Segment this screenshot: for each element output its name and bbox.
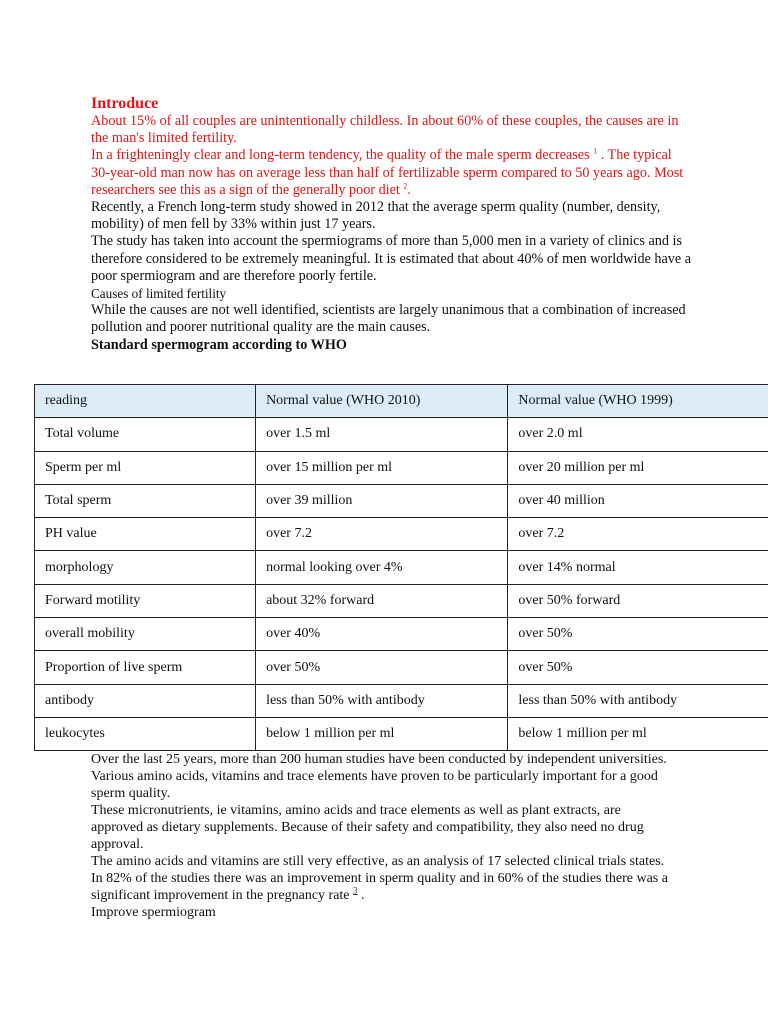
table-row [35,518,768,551]
section-heading: Introduce [91,95,159,112]
table-cell: over 14% normal [508,551,768,584]
table-cell: Sperm per ml [35,451,256,484]
table-row [35,717,768,750]
studies-paragraph-universities: Over the last 25 years, more than 200 human studies have been conducted by independent universities. Various amino acids, vitamins and trace elements have proven to be particularly important for a good sperm quality. [91,752,667,801]
table-cell: leukocytes [35,717,256,750]
table-cell: about 32% forward [256,584,508,617]
para-text: The amino acids and vitamins are still very effective, as an analysis of 17 selected clinical trials states. In 82% of the studies there was an improvement in sperm quality and in 60% of the studies there was a significant improvement in the pregnancy rate [91,854,668,903]
header-cell-reading: reading [35,385,256,418]
table-cell: over 50% [508,651,768,684]
table-cell: below 1 million per ml [508,717,768,750]
table-cell: below 1 million per ml [256,717,508,750]
table-cell: over 7.2 [508,518,768,551]
studies-section [91,751,671,921]
footnote-ref-1: 1 [593,146,598,156]
table-row [35,418,768,451]
table-cell: over 50% forward [508,584,768,617]
improve-subheading: Improve spermiogram [91,905,216,920]
table-cell: Proportion of live sperm [35,651,256,684]
table-title: Standard spermogram according to WHO [91,336,347,353]
introduction-section [91,94,691,354]
intro-paragraph-childless: About 15% of all couples are unintentionally childless. In about 60% of these couples, the causes are in the man's limited fertility. [91,113,679,147]
table-row [35,484,768,517]
who-spermogram-table [34,384,768,751]
intro-paragraph-spermiograms: The study has taken into account the spermiograms of more than 5,000 men in a variety of clinics and is therefore considered to be extremely meaningful. It is estimated that about 40% of men worldwide have a poor spermiogram and are therefore poorly fertile. [91,233,692,284]
causes-subheading: Causes of limited fertility [91,286,227,302]
table-row [35,551,768,584]
header-cell-who-1999: Normal value (WHO 1999) [508,385,768,418]
table-cell: overall mobility [35,618,256,651]
table-cell: PH value [35,518,256,551]
table-cell: over 50% [508,618,768,651]
table-row [35,651,768,684]
table-cell: Total sperm [35,484,256,517]
table-header-row [35,385,768,418]
table-cell: over 40% [256,618,508,651]
table-cell: antibody [35,684,256,717]
intro-paragraph-causes: While the causes are not well identified, scientists are largely unanimous that a combination of increased pollution and poorer nutritional quality are the main causes. [91,302,686,336]
intro-paragraph-french-study: Recently, a French long-term study showed in 2012 that the average sperm quality (number, density, mobility) of men fell by 33% within just 17 years. [91,199,661,233]
para-text: . The typical 30-year-old man now has on average less than half of fertilizable sperm compared to 50 years ago. Most researchers see this as a sign of the generally poor diet [91,147,684,198]
table-cell: less than 50% with antibody [256,684,508,717]
table-cell: over 7.2 [256,518,508,551]
para-text: . [407,181,411,198]
table-cell: Total volume [35,418,256,451]
table-cell: over 40 million [508,484,768,517]
table-cell: less than 50% with antibody [508,684,768,717]
table-row [35,618,768,651]
para-text: . [357,888,365,903]
table-cell: morphology [35,551,256,584]
table-cell: over 50% [256,651,508,684]
footnote-ref-2: 2 [403,181,408,191]
table-cell: over 20 million per ml [508,451,768,484]
para-text: In a frighteningly clear and long-term tendency, the quality of the male sperm decreases [91,147,594,164]
table-cell: over 39 million [256,484,508,517]
table-row [35,451,768,484]
footnote-link-3[interactable]: 3 [353,885,358,896]
studies-paragraph-clinical-trials [91,853,671,904]
header-cell-who-2010: Normal value (WHO 2010) [256,385,508,418]
table-cell: over 2.0 ml [508,418,768,451]
table-row [35,584,768,617]
table-row [35,684,768,717]
intro-paragraph-sperm-decline [91,147,691,199]
table-cell: Forward motility [35,584,256,617]
table-cell: normal looking over 4% [256,551,508,584]
table-cell: over 15 million per ml [256,451,508,484]
table-cell: over 1.5 ml [256,418,508,451]
studies-paragraph-micronutrients: These micronutrients, ie vitamins, amino acids and trace elements as well as plant extracts, are approved as dietary supplements. Because of their safety and compatibility, they also need no drug approval. [91,803,644,852]
